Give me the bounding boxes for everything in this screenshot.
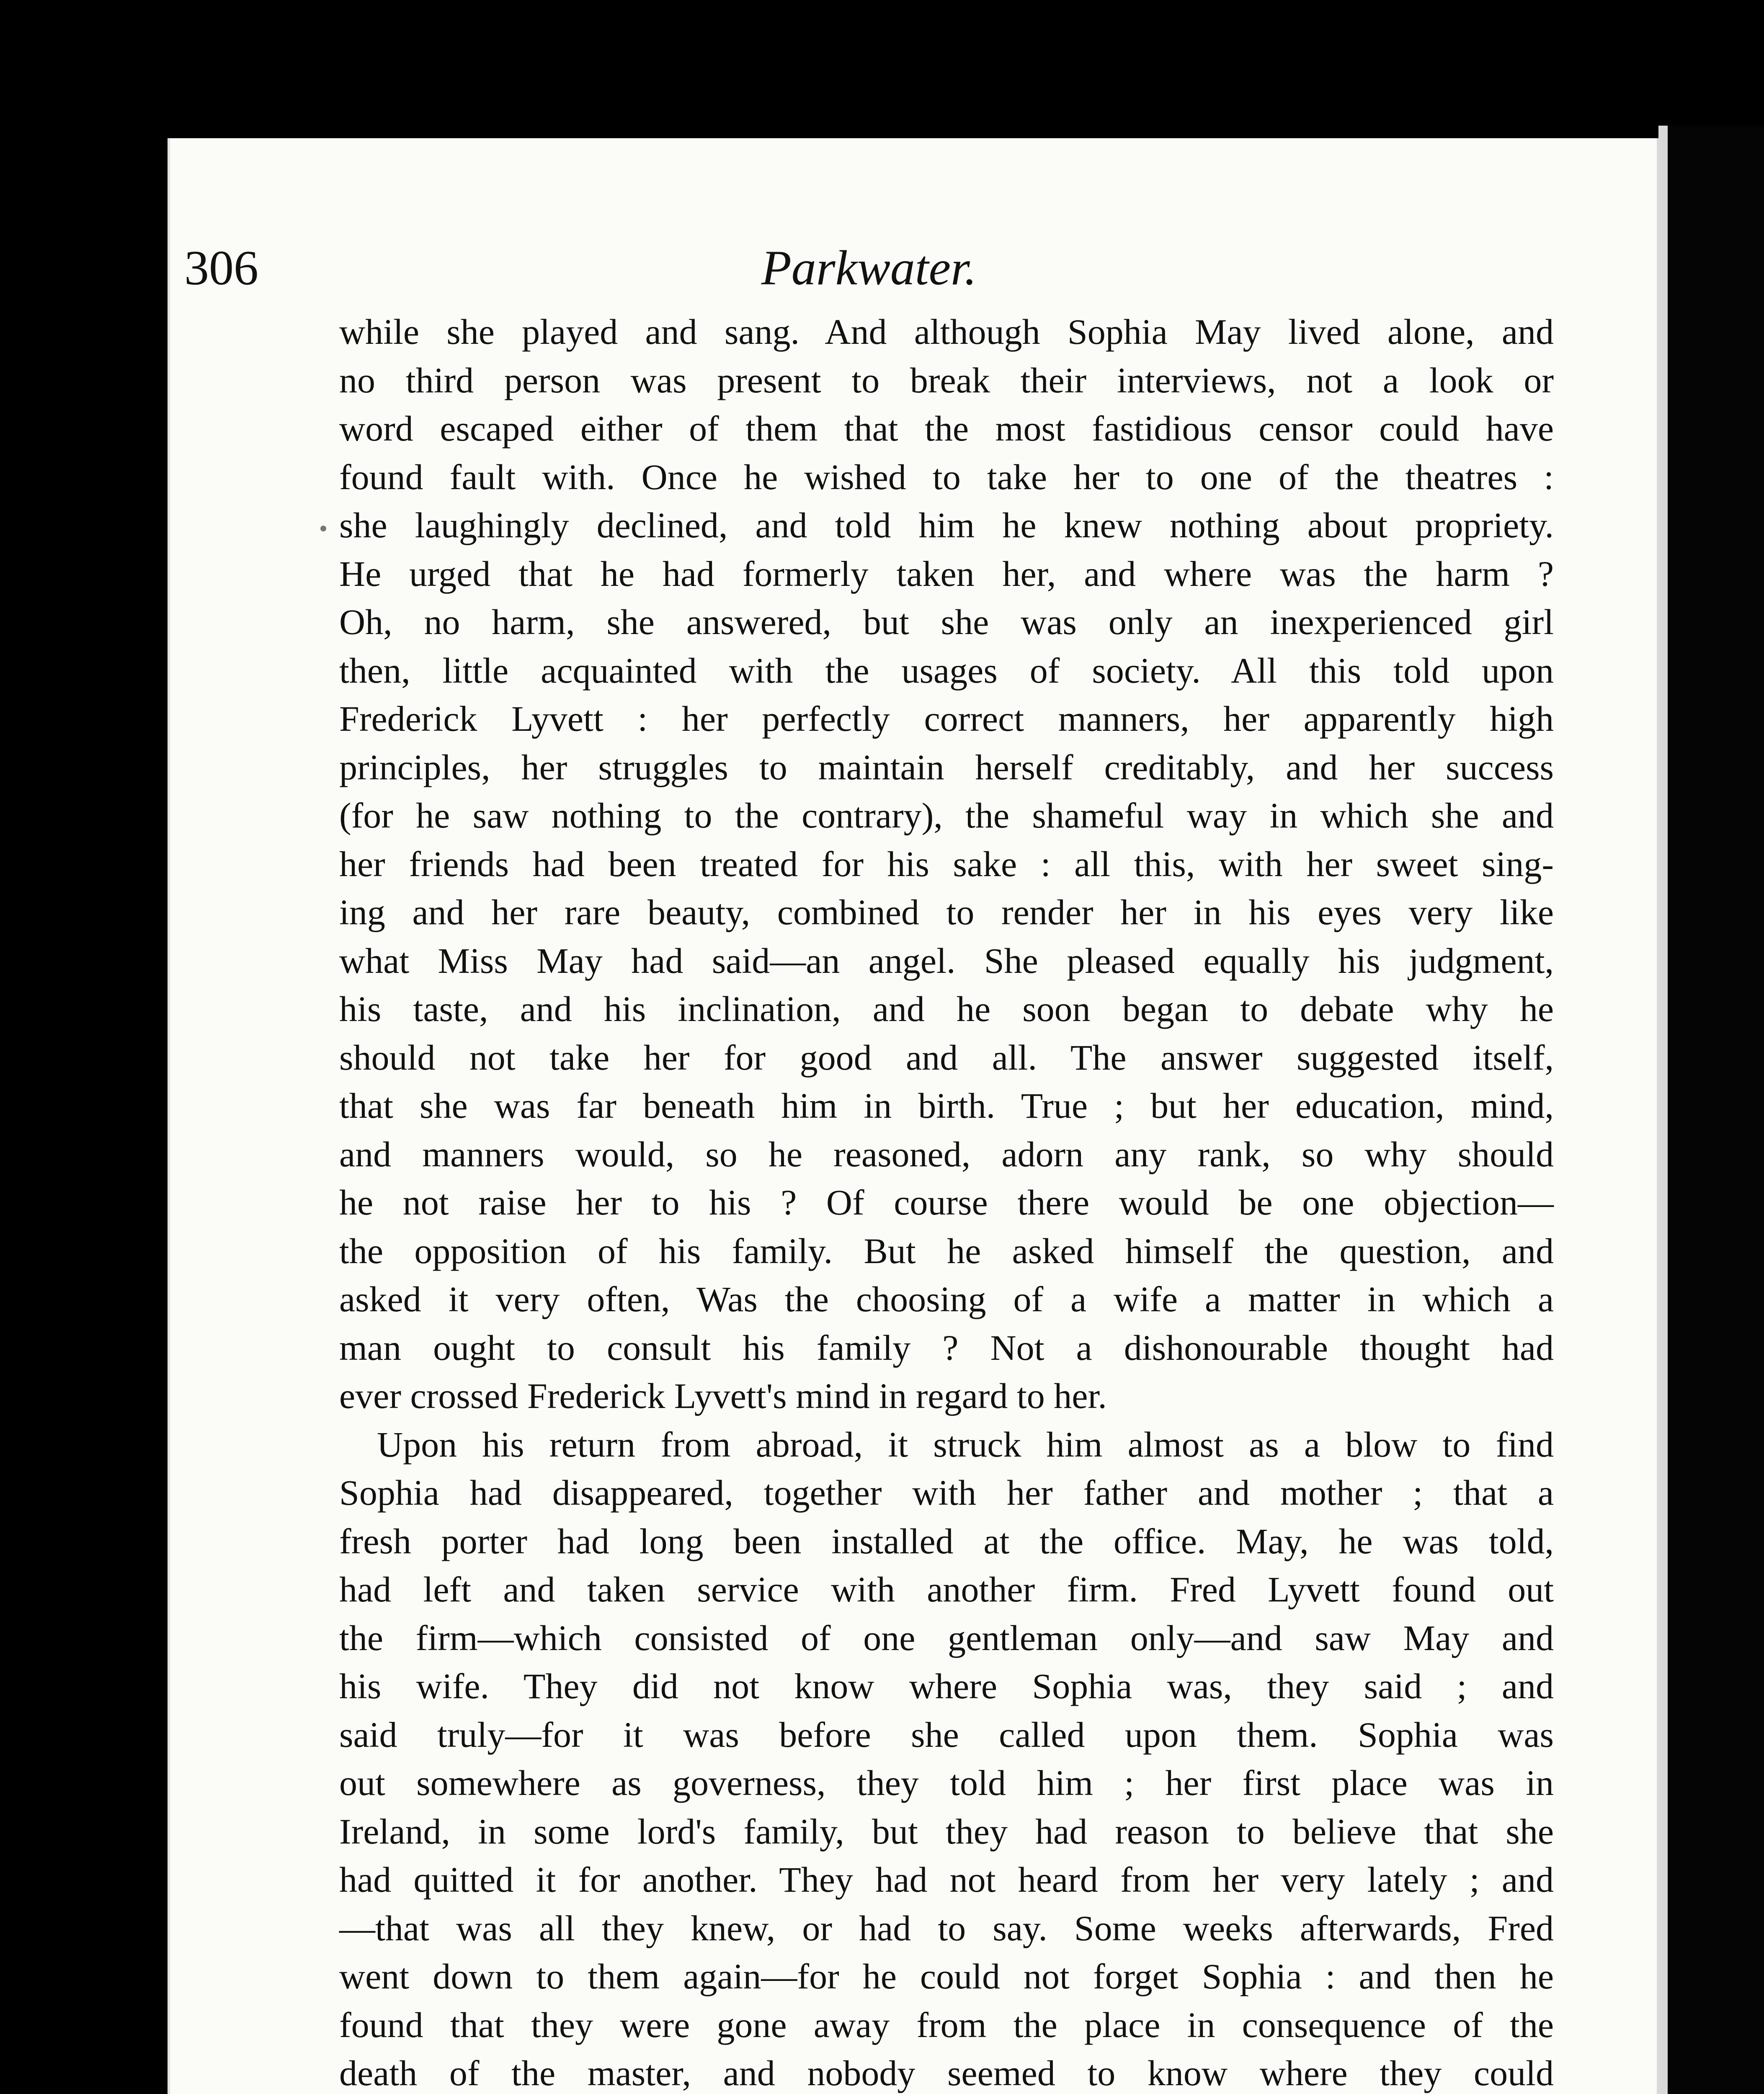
text-line: had left and taken service with another firm. Fred Lyvett found out — [339, 1569, 1554, 1609]
text-line: her friends had been treated for his sake : all this, with her sweet sing- — [339, 843, 1554, 884]
text-line: man ought to consult his family ? Not a dishonourable thought had — [339, 1327, 1554, 1368]
text-line: what Miss May had said—an angel. She pleased equally his judgment, — [339, 940, 1554, 981]
print-speck — [320, 526, 326, 531]
text-line: that she was far beneath him in birth. True ; but her education, mind, — [339, 1086, 1554, 1126]
page-number: 306 — [184, 240, 258, 295]
text-line: then, little acquainted with the usages of society. All this told upon — [339, 650, 1554, 691]
text-line: had quitted it for another. They had not heard from her very lately ; and — [339, 1859, 1554, 1900]
text-line: fresh porter had long been installed at the office. May, he was told, — [339, 1521, 1554, 1561]
page-header — [184, 235, 1554, 302]
paragraph-1 — [339, 308, 1554, 1421]
text-line: out somewhere as governess, they told him ; her first place was in — [339, 1763, 1554, 1803]
text-line: his wife. They did not know where Sophia was, they said ; and — [339, 1666, 1554, 1706]
text-line: ing and her rare beauty, combined to render her in his eyes very like — [339, 892, 1554, 932]
text-line: the opposition of his family. But he asked himself the question, and — [339, 1230, 1554, 1271]
text-line: Sophia had disappeared, together with her father and mother ; that a — [339, 1473, 1554, 1513]
text-line: he not raise her to his ? Of course there would be one objection— — [339, 1182, 1554, 1222]
running-title: Parkwater. — [761, 240, 977, 295]
text-line: principles, her struggles to maintain herself creditably, and her success — [339, 747, 1554, 787]
body-text — [339, 308, 1554, 2094]
text-line: went down to them again—for he could not forget Sophia : and then he — [339, 1956, 1554, 1996]
text-line: and manners would, so he reasoned, adorn any rank, so why should — [339, 1134, 1554, 1174]
text-line-last: ever crossed Frederick Lyvett's mind in regard to her. — [339, 1376, 1107, 1416]
text-line: should not take her for good and all. The answer suggested itself, — [339, 1037, 1554, 1078]
text-line: his taste, and his inclination, and he soon began to debate why he — [339, 989, 1554, 1029]
text-line: death of the master, and nobody seemed to know where they could — [339, 2053, 1554, 2093]
text-line: the firm—which consisted of one gentleman only—and saw May and — [339, 1617, 1554, 1658]
text-line: Ireland, in some lord's family, but they had reason to believe that she — [339, 1811, 1554, 1852]
text-line: Oh, no harm, she answered, but she was only an inexperienced girl — [339, 602, 1554, 642]
text-line: found fault with. Once he wished to take her to one of the theatres : — [339, 456, 1554, 497]
text-line: —that was all they knew, or had to say. Some weeks afterwards, Fred — [339, 1908, 1554, 1948]
book-spine-edge — [1658, 126, 1764, 2094]
text-line-indented: Upon his return from abroad, it struck him almost as a blow to find — [377, 1424, 1554, 1465]
text-line: said truly—for it was before she called upon them. Sophia was — [339, 1714, 1554, 1755]
text-line: Frederick Lyvett : her perfectly correct manners, her apparently high — [339, 699, 1554, 739]
text-line: word escaped either of them that the most fastidious censor could have — [339, 408, 1554, 449]
text-line: no third person was present to break their interviews, not a look or — [339, 360, 1554, 400]
text-line: asked it very often, Was the choosing of a wife a matter in which a — [339, 1279, 1554, 1319]
text-line: found that they were gone away from the place in consequence of the — [339, 2004, 1554, 2045]
paragraph-2 — [339, 1421, 1554, 2094]
text-line: (for he saw nothing to the contrary), the shameful way in which she and — [339, 795, 1554, 836]
text-line: while she played and sang. And although Sophia May lived alone, and — [339, 312, 1554, 352]
text-line: He urged that he had formerly taken her, and where was the harm ? — [339, 553, 1554, 594]
text-line: she laughingly declined, and told him he knew nothing about propriety. — [339, 505, 1554, 545]
